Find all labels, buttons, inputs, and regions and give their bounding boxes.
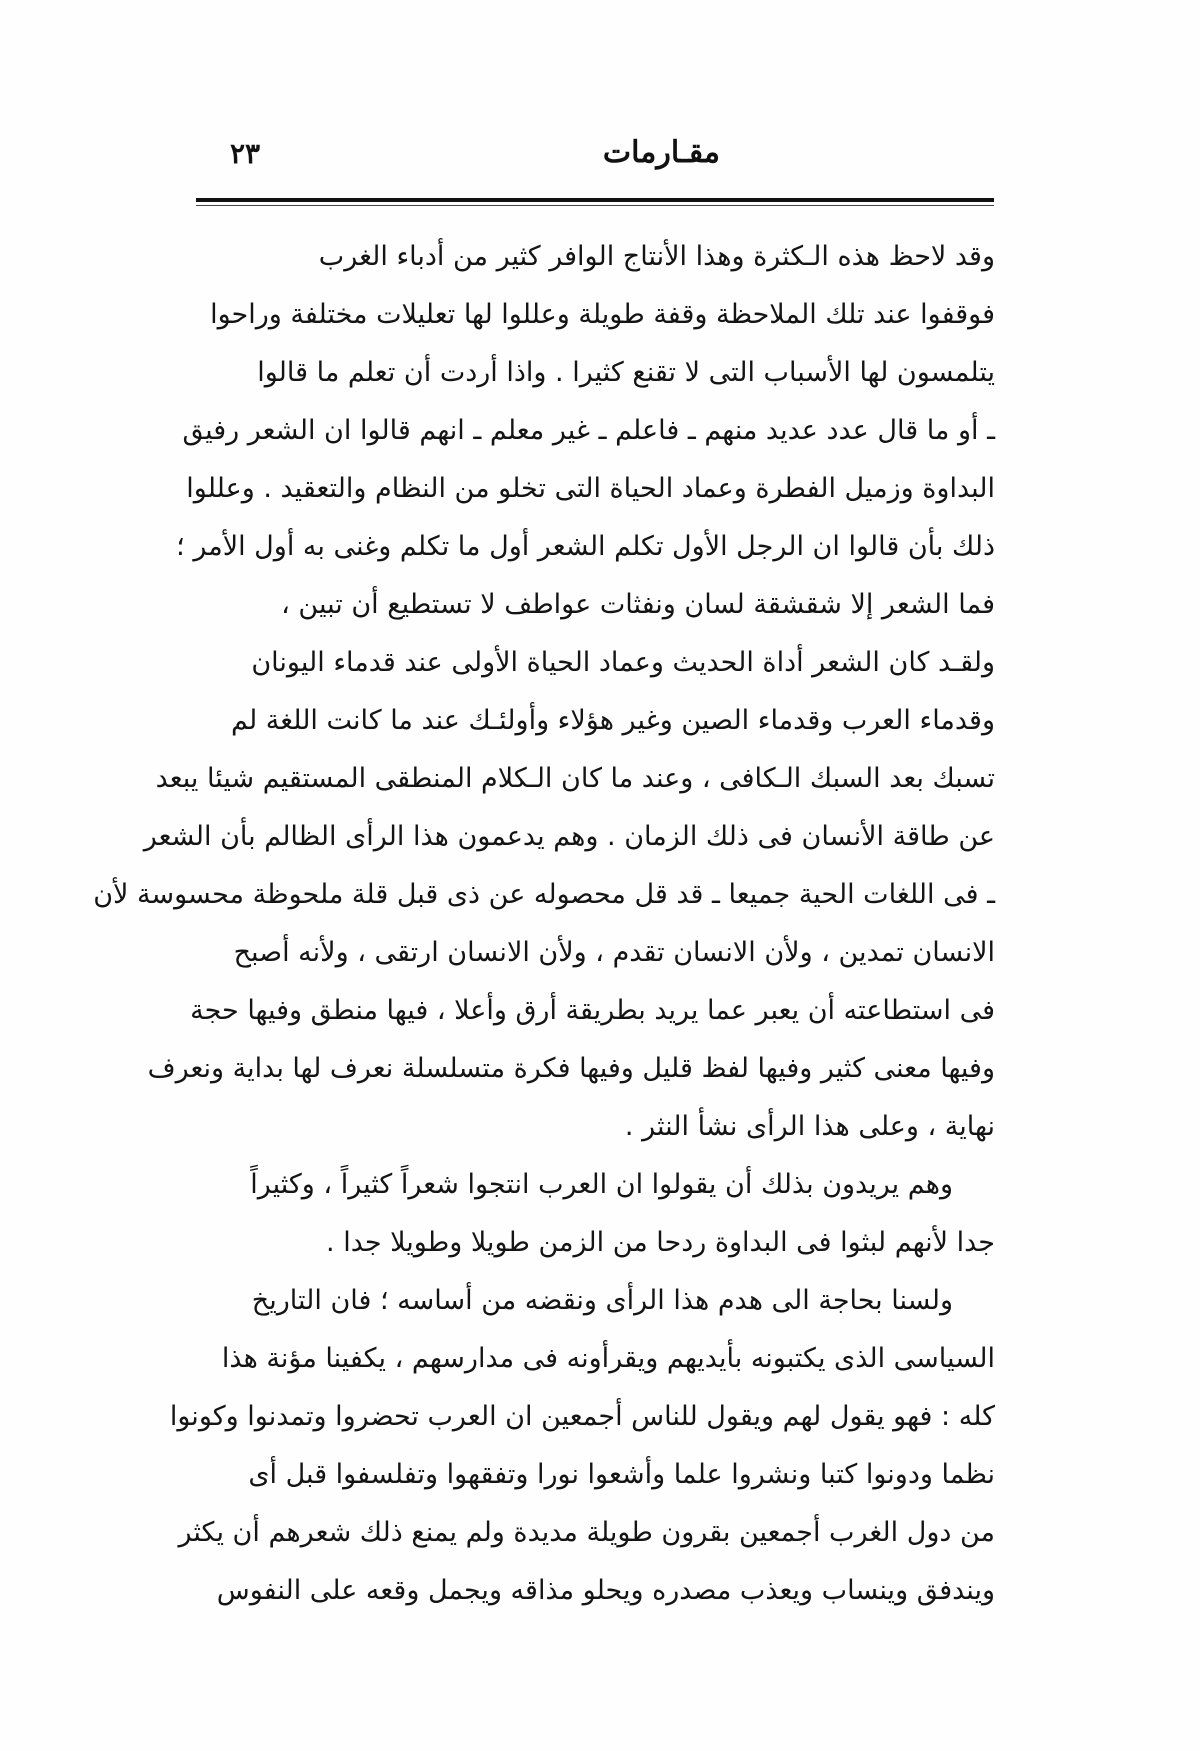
text-line: فى استطاعته أن يعبر عما يريد بطريقة أرق وأعلا ، فيها منطق وفيها حجة bbox=[190, 995, 995, 1026]
text-line: يتلمسون لها الأسباب التى لا تقنع كثيرا . واذا أردت أن تعلم ما قالوا bbox=[257, 357, 995, 388]
text-line: السياسى الذى يكتبونه بأيديهم ويقرأونه فى مدارسهم ، يكفينا مؤنة هذا bbox=[221, 1343, 995, 1374]
text-line: عن طاقة الأنسان فى ذلك الزمان . وهم يدعمون هذا الرأى الظالم بأن الشعر bbox=[143, 821, 995, 852]
text-line: ـ فى اللغات الحية جميعا ـ قد قل محصوله عن ذى قبل قلة ملحوظة محسوسة لأن bbox=[93, 879, 995, 910]
text-line: ويندفق وينساب ويعذب مصدره ويحلو مذاقه ويجمل وقعه على النفوس bbox=[216, 1575, 995, 1606]
text-line: ولقـد كان الشعر أداة الحديث وعماد الحياة الأولى عند قدماء اليونان bbox=[251, 647, 995, 678]
text-line: وهم يريدون بذلك أن يقولوا ان العرب انتجوا شعراً كثيراً ، وكثيراً bbox=[250, 1169, 953, 1200]
text-line: ولسنا بحاجة الى هدم هذا الرأى ونقضه من أساسه ؛ فان التاريخ bbox=[251, 1285, 953, 1316]
header-rule-thin bbox=[196, 205, 994, 206]
text-line: وقد لاحظ هذه الـكثرة وهذا الأنتاج الوافر كثير من أدباء الغرب bbox=[318, 241, 995, 272]
text-line: نهاية ، وعلى هذا الرأى نشأ النثر . bbox=[624, 1111, 995, 1142]
page-header bbox=[200, 135, 990, 185]
text-line: ذلك بأن قالوا ان الرجل الأول تكلم الشعر أول ما تكلم وغنى به أول الأمر ؛ bbox=[176, 531, 995, 562]
text-line: من دول الغرب أجمعين بقرون طويلة مديدة ولم يمنع ذلك شعرهم أن يكثر bbox=[178, 1517, 995, 1548]
text-line: كله : فهو يقول لهم ويقول للناس أجمعين ان العرب تحضروا وتمدنوا وكونوا bbox=[169, 1401, 995, 1432]
text-line: الانسان تمدين ، ولأن الانسان تقدم ، ولأن الانسان ارتقى ، ولأنه أصبح bbox=[233, 937, 995, 968]
text-line: البداوة وزميل الفطرة وعماد الحياة التى تخلو من النظام والتعقيد . وعللوا bbox=[186, 473, 995, 504]
text-line: نظما ودونوا كتبا ونشروا علما وأشعوا نورا وتفقهوا وتفلسفوا قبل أى bbox=[248, 1459, 995, 1490]
text-line: وفيها معنى كثير وفيها لفظ قليل وفيها فكرة متسلسلة نعرف لها بداية ونعرف bbox=[147, 1053, 995, 1084]
running-title: مقـارمات bbox=[602, 135, 720, 170]
text-line: فما الشعر إلا شقشقة لسان ونفثات عواطف لا تستطيع أن تبين ، bbox=[281, 589, 995, 620]
text-line: فوقفوا عند تلك الملاحظة وقفة طويلة وعللوا لها تعليلات مختلفة وراحوا bbox=[210, 299, 995, 330]
page-number: ٢٣ bbox=[230, 137, 261, 170]
text-line: ـ أو ما قال عدد عديد منهم ـ فاعلم ـ غير معلم ـ انهم قالوا ان الشعر رفيق bbox=[182, 415, 995, 446]
header-rule bbox=[196, 198, 994, 202]
text-line: جدا لأنهم لبثوا فى البداوة ردحا من الزمن طويلا وطويلا جدا . bbox=[326, 1227, 995, 1258]
text-line: وقدماء العرب وقدماء الصين وغير هؤلاء وأولئـك عند ما كانت اللغة لم bbox=[230, 705, 995, 736]
body-text bbox=[93, 228, 995, 1620]
text-line: تسبك بعد السبك الـكافى ، وعند ما كان الـكلام المنطقى المستقيم شيئا يبعد bbox=[155, 763, 995, 794]
